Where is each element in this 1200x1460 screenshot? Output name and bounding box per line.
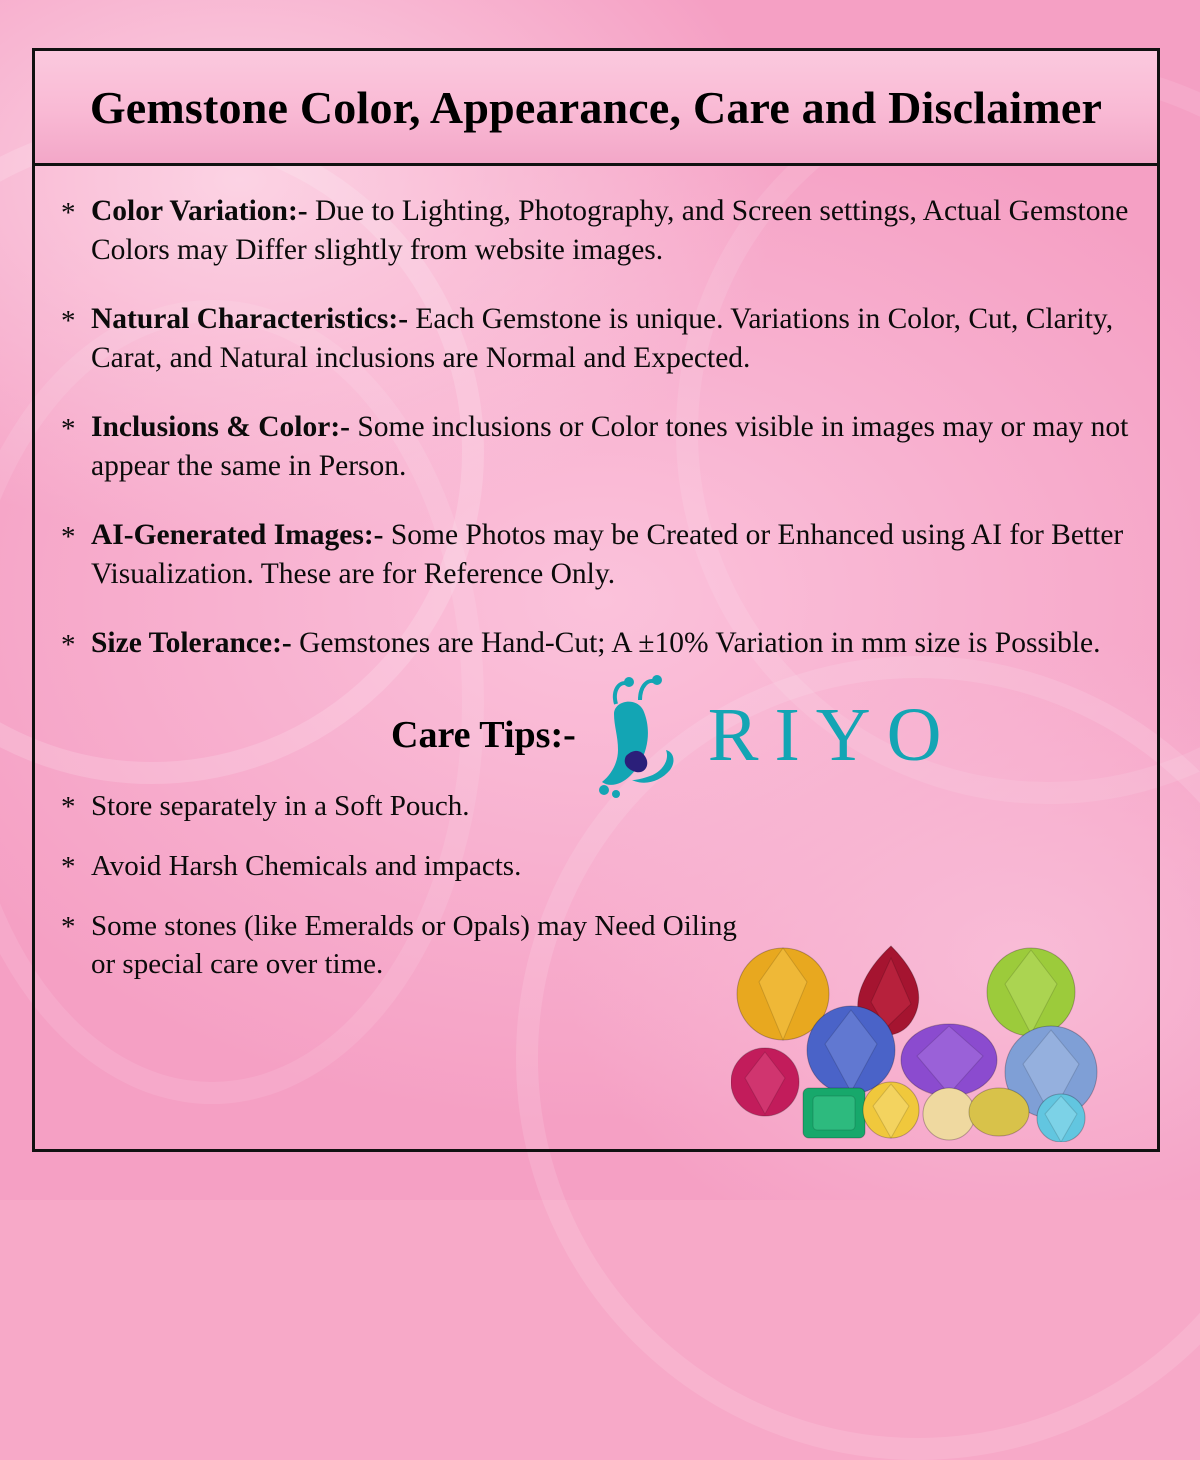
peacock-logo-icon	[582, 670, 702, 800]
title-band	[35, 51, 1157, 166]
list-item-text: Avoid Harsh Chemicals and impacts.	[91, 850, 522, 883]
list-item	[61, 516, 1131, 594]
list-item-label: Inclusions & Color:-	[91, 410, 350, 443]
care-tips-list	[61, 788, 761, 983]
list-item-text: Some Photos may be Created or Enhanced using AI for Better Visualization. These are for Reference Only.	[91, 518, 1124, 590]
list-item-text: Due to Lighting, Photography, and Screen settings, Actual Gemstone Colors may Differ slightly from website images.	[91, 195, 1129, 266]
list-item	[61, 788, 761, 826]
list-item-label: Size Tolerance:-	[91, 626, 292, 659]
list-item	[61, 848, 761, 886]
list-item-text: Some stones (like Emeralds or Opals) may Need Oiling or special care over time.	[91, 909, 737, 980]
list-item-label: AI-Generated Images:-	[91, 518, 384, 551]
bullet-star-icon: *	[61, 628, 76, 661]
bullet-star-icon: *	[61, 197, 76, 229]
brand-logo	[582, 670, 958, 800]
list-item	[61, 408, 1131, 486]
list-item	[61, 908, 761, 983]
disclaimer-card	[32, 48, 1160, 1152]
brand-name: RIYO	[707, 693, 958, 778]
bullet-star-icon: *	[61, 851, 76, 884]
card-body	[35, 166, 1157, 1152]
care-tips-header	[61, 692, 1131, 778]
list-item-label: Color Variation:-	[91, 195, 308, 227]
list-item-text: Store separately in a Soft Pouch.	[91, 790, 470, 823]
care-tips-heading: Care Tips:-	[391, 714, 576, 757]
page-title: Gemstone Color, Appearance, Care and Disclaimer	[89, 81, 1103, 133]
list-item	[61, 624, 1131, 663]
bullet-star-icon: *	[61, 304, 76, 337]
list-item-label: Natural Characteristics:-	[91, 302, 409, 335]
bullet-star-icon: *	[61, 520, 76, 553]
bullet-star-icon: *	[61, 910, 76, 943]
list-item-text: Some inclusions or Color tones visible in images may or may not appear the same in Person.	[91, 410, 1129, 482]
list-item	[61, 300, 1131, 378]
gemstone-cluster-image	[731, 932, 1151, 1142]
bullet-star-icon: *	[61, 412, 76, 445]
list-item-text: Gemstones are Hand-Cut; A ±10% Variation in mm size is Possible.	[291, 626, 1101, 659]
bullet-star-icon: *	[61, 791, 76, 824]
list-item-text: Each Gemstone is unique. Variations in Color, Cut, Clarity, Carat, and Natural inclusions are Normal and Expected.	[91, 302, 1114, 374]
list-item	[61, 192, 1131, 270]
